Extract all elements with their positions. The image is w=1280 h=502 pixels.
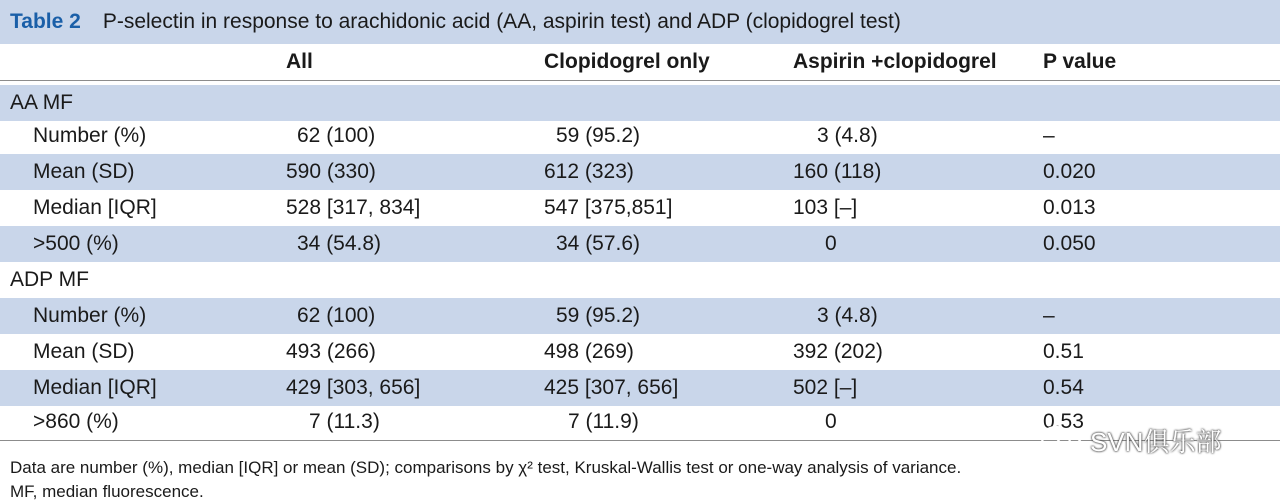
section-row-adp-mf xyxy=(0,262,1280,298)
cell-aspirin-clopidogrel: 392 (202) xyxy=(793,340,883,363)
cell-all: 7 (11.3) xyxy=(309,410,380,433)
column-header-all: All xyxy=(286,50,313,73)
section-label: AA MF xyxy=(10,91,74,114)
section-row-aa-mf xyxy=(0,85,1280,121)
row-label: Median [IQR] xyxy=(33,196,157,219)
table-title-bar xyxy=(0,0,1280,44)
watermark-text: SVN俱乐部 xyxy=(1090,427,1222,457)
cell-clopidogrel-only: 59 (95.2) xyxy=(556,124,641,147)
cell-clopidogrel-only: 498 (269) xyxy=(544,340,634,363)
cell-p-value: 0.54 xyxy=(1043,376,1084,399)
cell-clopidogrel-only: 34 (57.6) xyxy=(556,232,641,255)
table-row xyxy=(0,118,1280,154)
cell-p-value: 0.53 xyxy=(1043,410,1084,433)
row-label: >860 (%) xyxy=(33,410,119,433)
column-header-p-value: P value xyxy=(1043,50,1117,73)
row-label: Number (%) xyxy=(33,124,147,147)
wechat-icon xyxy=(1040,424,1084,458)
cell-all: 528 [317, 834] xyxy=(286,196,421,219)
footnote-1: Data are number (%), median [IQR] or mean (SD); comparisons by χ² test, Kruskal-Wallis test or one-way analysis of variance. xyxy=(10,458,962,477)
table-row xyxy=(0,154,1280,190)
cell-aspirin-clopidogrel: 0 xyxy=(825,232,837,255)
cell-all: 429 [303, 656] xyxy=(286,376,421,399)
table-row xyxy=(0,370,1280,406)
column-header-row xyxy=(0,44,1280,81)
cell-aspirin-clopidogrel: 502 [–] xyxy=(793,376,858,399)
row-label: Number (%) xyxy=(33,304,147,327)
table-number: Table 2 xyxy=(10,10,81,33)
column-header-clopidogrel-only: Clopidogrel only xyxy=(544,50,710,73)
cell-all: 590 (330) xyxy=(286,160,376,183)
row-label: Mean (SD) xyxy=(33,340,135,363)
cell-p-value: 0.51 xyxy=(1043,340,1084,363)
section-label: ADP MF xyxy=(10,268,89,291)
row-label: >500 (%) xyxy=(33,232,119,255)
cell-aspirin-clopidogrel: 3 (4.8) xyxy=(817,304,878,327)
cell-p-value: – xyxy=(1043,124,1055,147)
watermark xyxy=(1040,422,1221,459)
row-label: Median [IQR] xyxy=(33,376,157,399)
cell-clopidogrel-only: 547 [375,851] xyxy=(544,196,673,219)
table-row xyxy=(0,226,1280,262)
table-row xyxy=(0,298,1280,334)
cell-all: 62 (100) xyxy=(297,304,376,327)
table-row xyxy=(0,334,1280,370)
cell-clopidogrel-only: 612 (323) xyxy=(544,160,634,183)
cell-p-value: – xyxy=(1043,304,1055,327)
table-title: P-selectin in response to arachidonic acid (AA, aspirin test) and ADP (clopidogrel test) xyxy=(102,10,901,33)
cell-all: 62 (100) xyxy=(297,124,376,147)
cell-p-value: 0.050 xyxy=(1043,232,1096,255)
cell-clopidogrel-only: 425 [307, 656] xyxy=(544,376,679,399)
cell-p-value: 0.020 xyxy=(1043,160,1096,183)
cell-clopidogrel-only: 59 (95.2) xyxy=(556,304,641,327)
column-header-aspirin-clopidogrel: Aspirin +clopidogrel xyxy=(793,50,997,73)
cell-aspirin-clopidogrel: 103 [–] xyxy=(793,196,858,219)
footnote-2: MF, median fluorescence. xyxy=(10,482,204,501)
cell-all: 34 (54.8) xyxy=(297,232,382,255)
cell-aspirin-clopidogrel: 3 (4.8) xyxy=(817,124,878,147)
cell-aspirin-clopidogrel: 160 (118) xyxy=(793,160,882,183)
cell-aspirin-clopidogrel: 0 xyxy=(825,410,837,433)
table-row xyxy=(0,190,1280,226)
cell-all: 493 (266) xyxy=(286,340,376,363)
row-label: Mean (SD) xyxy=(33,160,135,183)
cell-p-value: 0.013 xyxy=(1043,196,1096,219)
cell-clopidogrel-only: 7 (11.9) xyxy=(568,410,639,433)
